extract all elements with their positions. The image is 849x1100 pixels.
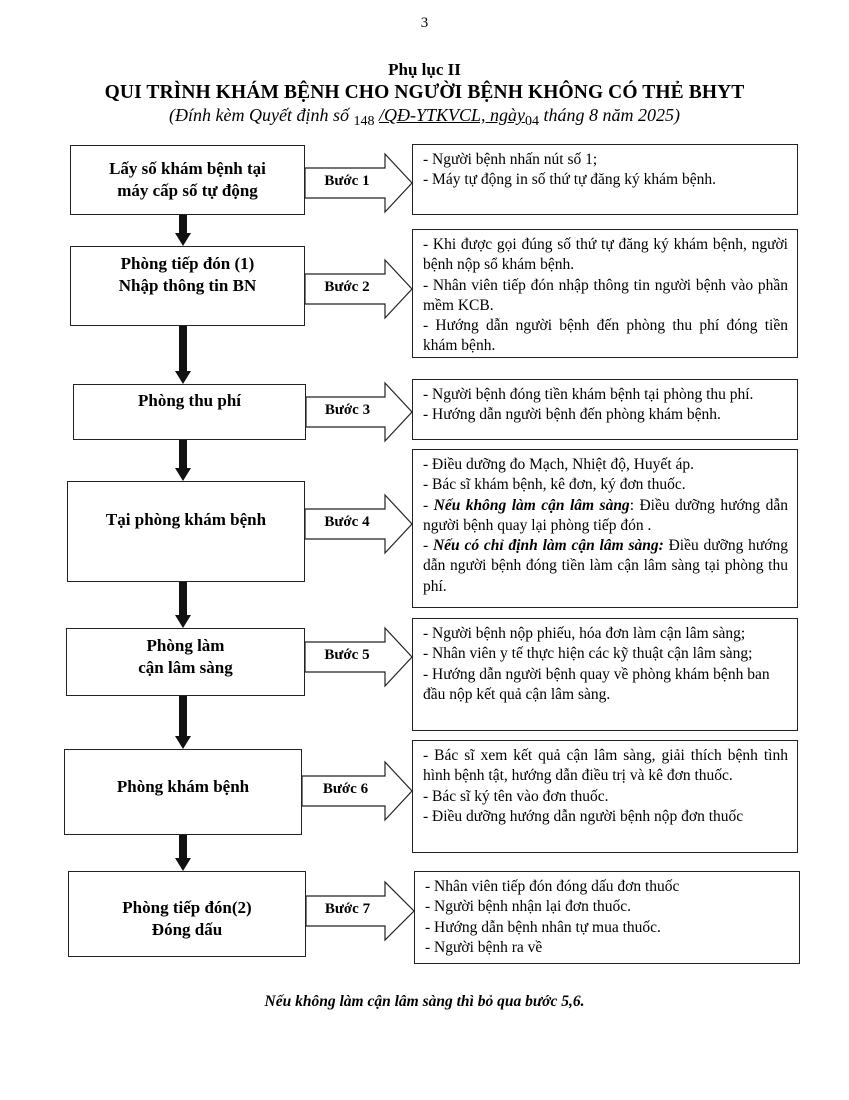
down-arrow-shaft xyxy=(179,582,187,616)
detail-item: - Người bệnh nhận lại đơn thuốc. xyxy=(425,898,632,916)
detail-text: Điều dưỡng hướng dẫn người bệnh đóng tiền làm cận lâm sàng tại phòng thu phí. xyxy=(423,537,789,595)
details-box-step-3 xyxy=(412,379,798,440)
detail-item: - Điều dưỡng đo Mạch, Nhiệt độ, Huyết áp. xyxy=(423,456,695,473)
detail-text: : Điều dưỡng hướng dẫn người bệnh quay lại phòng tiếp đón . xyxy=(423,496,788,534)
details-box-step-7 xyxy=(414,871,800,964)
location-label: Lấy số khám bệnh tại xyxy=(109,159,266,178)
location-label: cận lâm sàng xyxy=(138,658,233,677)
down-arrow-head xyxy=(175,858,191,871)
step-label: Bước 6 xyxy=(322,781,369,797)
step-label: Bước 2 xyxy=(324,279,370,295)
detail-item: - Nhân viên tiếp đón nhập thông tin người bệnh vào phần mềm KCB. xyxy=(423,276,788,314)
detail-item: - Bác sĩ khám bệnh, kê đơn, ký đơn thuốc. xyxy=(423,476,686,494)
detail-item: - Nếu không làm cận lâm sàng: Điều dưỡng hướng dẫn người bệnh quay lại phòng tiếp đón . xyxy=(423,496,788,534)
down-arrow-shaft xyxy=(179,696,187,737)
subtitle-prefix: (Đính kèm Quyết định số xyxy=(169,105,349,125)
step-label: Bước 1 xyxy=(324,173,370,189)
detail-item: - Người bệnh nhấn nút số 1; xyxy=(423,151,598,168)
footer-note: Nếu không làm cận lâm sàng thì bỏ qua bước 5,6. xyxy=(264,993,585,1010)
detail-item: - Bác sĩ xem kết quả cận lâm sàng, giải thích bệnh tình hình bệnh tật, hướng dẫn điều trị và kê đơn thuốc. xyxy=(423,747,788,785)
details-box-step-4 xyxy=(412,449,798,608)
detail-item: - Nhân viên y tế thực hiện các kỹ thuật cận lâm sàng; xyxy=(423,645,753,663)
location-label: Phòng tiếp đón (1) xyxy=(120,254,255,273)
location-box-step-3 xyxy=(73,384,306,440)
location-box-step-1 xyxy=(70,145,305,215)
down-arrow-shaft xyxy=(179,215,187,234)
detail-item: - Hướng dẫn bệnh nhân tự mua thuốc. xyxy=(425,918,661,936)
details-box-step-6 xyxy=(412,740,798,853)
detail-emphasis: Nếu không làm cận lâm sàng xyxy=(433,496,630,514)
appendix-title: Phụ lục II xyxy=(388,60,461,79)
detail-item: - Người bệnh ra về xyxy=(425,938,543,956)
location-label: Phòng làm xyxy=(146,636,225,655)
down-arrow-head xyxy=(175,736,191,749)
location-box-step-7 xyxy=(68,871,306,957)
location-box-step-5 xyxy=(66,628,305,696)
step-label: Bước 4 xyxy=(324,514,370,530)
detail-item: - Nhân viên tiếp đón đóng dấu đơn thuốc xyxy=(425,878,680,895)
location-label: Phòng thu phí xyxy=(138,391,241,410)
location-label: Nhập thông tin BN xyxy=(118,276,257,295)
location-label: Phòng tiếp đón(2) xyxy=(122,898,252,917)
location-label: máy cấp số tự động xyxy=(117,181,258,200)
detail-item: - Khi được gọi đúng số thứ tự đăng ký khám bệnh, người bệnh nộp sổ khám bệnh. xyxy=(423,236,788,274)
down-arrow-shaft xyxy=(179,440,187,469)
detail-item: - Bác sĩ ký tên vào đơn thuốc. xyxy=(423,787,609,805)
down-arrow-head xyxy=(175,371,191,384)
details-box-step-2 xyxy=(412,229,798,358)
location-box-step-6 xyxy=(64,749,302,835)
step-label: Bước 7 xyxy=(324,901,371,917)
decision-code: /QĐ-YTKVCL, ngày xyxy=(378,105,525,125)
detail-item: - Hướng dẫn người bệnh đến phòng khám bệnh. xyxy=(423,406,721,424)
decision-number: 148 xyxy=(353,114,375,129)
detail-item: - Nếu có chỉ định làm cận lâm sàng: Điều dưỡng hướng dẫn người bệnh đóng tiền làm cận lâm sàng tại phòng thu phí. xyxy=(423,537,789,595)
detail-item: - Máy tự động in số thứ tự đăng ký khám bệnh. xyxy=(423,171,716,189)
location-box-step-2 xyxy=(70,246,305,326)
location-label: Đóng dấu xyxy=(151,920,223,939)
detail-item: - Hướng dẫn người bệnh đến phòng thu phí đóng tiền khám bệnh. xyxy=(423,317,788,355)
subtitle-suffix: tháng 8 năm 2025) xyxy=(543,105,680,125)
page-number: 3 xyxy=(420,15,429,31)
step-label: Bước 3 xyxy=(324,402,371,418)
detail-item: - Hướng dẫn người bệnh quay về phòng khám bệnh ban đầu nộp kết quả cận lâm sàng. xyxy=(423,665,770,703)
location-label: Tại phòng khám bệnh xyxy=(105,510,267,529)
step-label: Bước 5 xyxy=(324,647,370,663)
details-box-step-1 xyxy=(412,144,798,215)
down-arrow-head xyxy=(175,615,191,628)
detail-item: - Người bệnh nộp phiếu, hóa đơn làm cận lâm sàng; xyxy=(423,625,746,642)
details-box-step-5 xyxy=(412,618,798,731)
document-title: QUI TRÌNH KHÁM BỆNH CHO NGƯỜI BỆNH KHÔNG CÓ THẺ BHYT xyxy=(104,82,745,103)
down-arrow-head xyxy=(175,468,191,481)
down-arrow-head xyxy=(175,233,191,246)
detail-emphasis: Nếu có chỉ định làm cận lâm sàng: xyxy=(432,537,664,555)
down-arrow-shaft xyxy=(179,326,187,372)
decision-day: 04 xyxy=(525,114,539,129)
detail-item: - Điều dưỡng hướng dẫn người bệnh nộp đơn thuốc xyxy=(423,807,744,825)
location-label: Phòng khám bệnh xyxy=(116,777,250,796)
detail-item: - Người bệnh đóng tiền khám bệnh tại phòng thu phí. xyxy=(423,386,754,403)
location-box-step-4 xyxy=(67,481,305,582)
down-arrow-shaft xyxy=(179,835,187,859)
